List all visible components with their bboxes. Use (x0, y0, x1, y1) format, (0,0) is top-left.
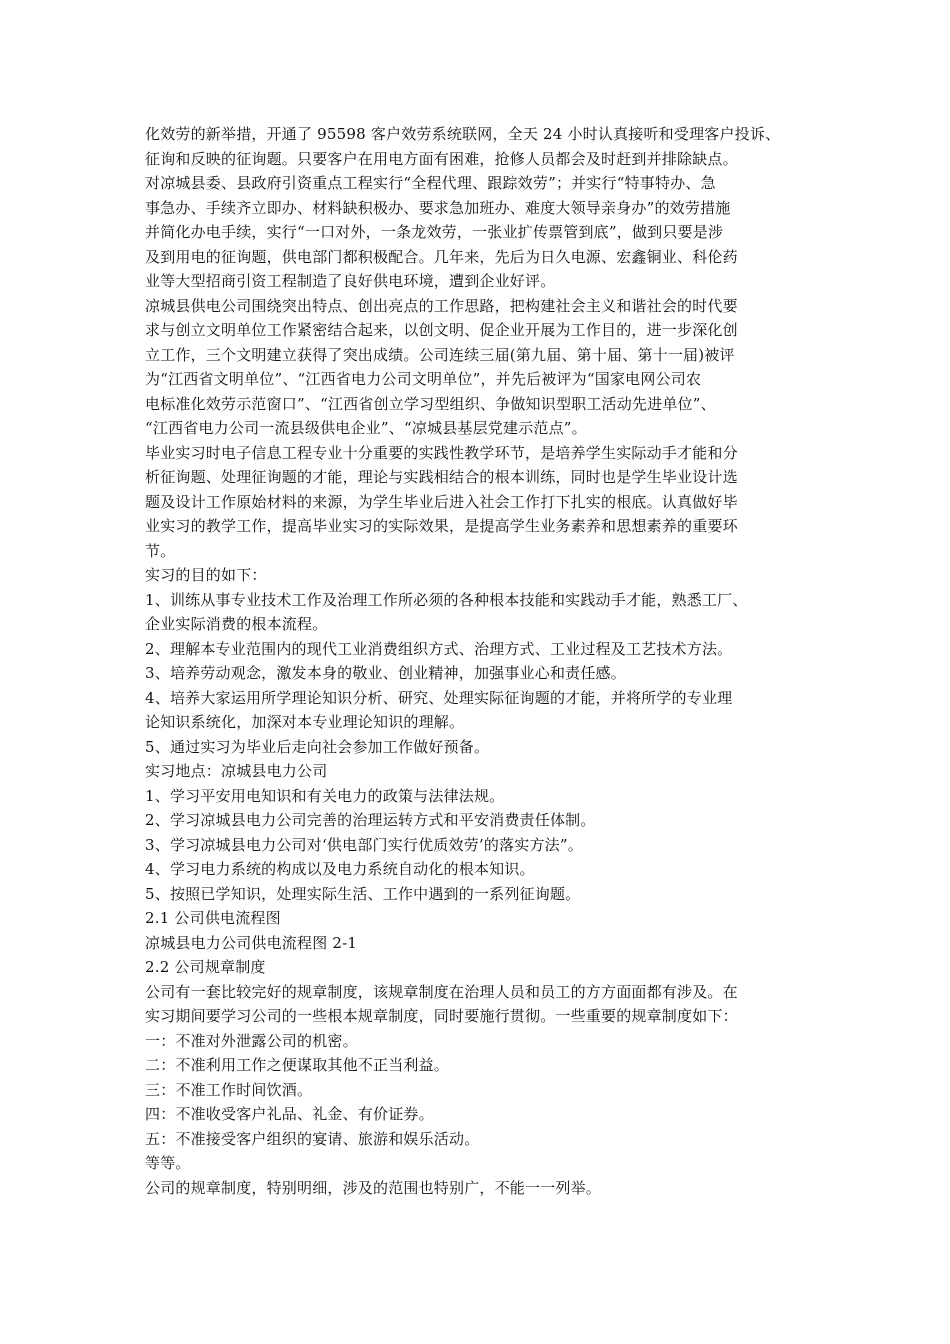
text-line: 3、培养劳动观念，激发本身的敬业、创业精神，加强事业心和责任感。 (145, 664, 626, 682)
text-line: 4、学习电力系统的构成以及电力系统自动化的根本知识。 (145, 860, 535, 878)
text-line: 节。 (145, 541, 176, 560)
text-line: 实习的目的如下： (145, 566, 267, 584)
text-line: 征询和反映的征询题。只要客户在用电方面有困难，抢修人员都会及时赶到并排除缺点。 (145, 149, 738, 168)
text-line: 一：不准对外泄露公司的机密。 (145, 1031, 358, 1050)
text-line: 1、训练从事专业技术工作及治理工作所必须的各种根本技能和实践动手才能，熟悉工厂、 (145, 590, 748, 609)
text-line: “江西省电力公司一流县级供电企业”、“凉城县基层党建示范点”。 (145, 419, 587, 437)
text-line: 3、学习凉城县电力公司对‘供电部门实行优质效劳’的落实方法”。 (145, 835, 583, 854)
text-line: 化效劳的新举措，开通了 95598 客户效劳系统联网，全天 24 小时认真接听和受理客户投诉、 (145, 125, 781, 143)
text-line: 2.2 公司规章制度 (145, 958, 266, 976)
text-line: 5、通过实习为毕业后走向社会参加工作做好预备。 (145, 737, 490, 756)
text-line: 凉城县电力公司供电流程图 2-1 (145, 933, 358, 952)
document-body (145, 122, 825, 1200)
text-line: 五：不准接受客户组织的宴请、旅游和娱乐活动。 (145, 1129, 480, 1148)
text-line: 事急办、手续齐立即办、材料缺积极办、要求急加班办、难度大领导亲身办”的效劳措施 (145, 198, 731, 217)
text-line: 2、理解本专业范围内的现代工业消费组织方式、治理方式、工业过程及工艺技术方法。 (145, 639, 733, 658)
text-line: 2、学习凉城县电力公司完善的治理运转方式和平安消费责任体制。 (145, 811, 596, 829)
text-line: 业实习的教学工作，提高毕业实习的实际效果，是提高学生业务素养和思想素养的重要环 (145, 517, 738, 535)
text-line: 析征询题、处理征询题的才能，理论与实践相结合的根本训练，同时也是学生毕业设计选 (145, 468, 738, 486)
text-line: 电标准化效劳示范窗口”、“江西省创立学习型组织、争做知识型职工活动先进单位”、 (145, 394, 716, 413)
text-line: 实习期间要学习公司的一些根本规章制度，同时要施行贯彻。一些重要的规章制度如下： (145, 1007, 738, 1025)
text-line: 公司的规章制度，特别明细，涉及的范围也特别广，不能一一列举。 (145, 1178, 602, 1197)
text-line: 公司有一套比较完好的规章制度，该规章制度在治理人员和员工的方方面面都有涉及。在 (145, 982, 738, 1001)
text-line: 1、学习平安用电知识和有关电力的政策与法律法规。 (145, 786, 505, 805)
text-line: 及到用电的征询题，供电部门都积极配合。几年来，先后为日久电源、宏鑫铜业、科伦药 (145, 247, 738, 266)
text-line: 5、按照已学知识，处理实际生活、工作中遇到的一系列征询题。 (145, 884, 581, 903)
text-line: 业等大型招商引资工程制造了良好供电环境，遭到企业好评。 (145, 272, 556, 290)
text-line: 企业实际消费的根本流程。 (145, 615, 328, 633)
text-line: 为“江西省文明单位”、“江西省电力公司文明单位”，并先后被评为“国家电网公司农 (145, 370, 702, 388)
text-line: 并简化办电手续，实行“一口对外，一条龙效劳，一张业扩传票管到底”，做到只要是涉 (145, 223, 724, 241)
text-line: 三：不准工作时间饮酒。 (145, 1080, 313, 1099)
text-line: 2.1 公司供电流程图 (145, 909, 281, 927)
text-line: 凉城县供电公司围绕突出特点、创出亮点的工作思路，把构建社会主义和谐社会的时代要 (145, 296, 738, 315)
text-line: 等等。 (145, 1154, 191, 1172)
text-line: 毕业实习时电子信息工程专业十分重要的实践性教学环节，是培养学生实际动手才能和分 (145, 443, 738, 462)
text-line: 实习地点：凉城县电力公司 (145, 762, 328, 780)
text-line: 求与创立文明单位工作紧密结合起来，以创文明、促企业开展为工作目的，进一步深化创 (145, 321, 738, 339)
text-line: 立工作，三个文明建立获得了突出成绩。公司连续三届(第九届、第十届、第十一届)被评 (145, 345, 735, 364)
text-line: 二：不准利用工作之便谋取其他不正当利益。 (145, 1056, 450, 1074)
text-line: 对凉城县委、县政府引资重点工程实行“全程代理、跟踪效劳”；并实行“特事特办、急 (145, 174, 716, 192)
text-line: 论知识系统化，加深对本专业理论知识的理解。 (145, 713, 465, 731)
text-line: 题及设计工作原始材料的来源，为学生毕业后进入社会工作打下扎实的根底。认真做好毕 (145, 492, 738, 511)
text-line: 四：不准收受客户礼品、礼金、有价证券。 (145, 1105, 434, 1123)
text-line: 4、培养大家运用所学理论知识分析、研究、处理实际征询题的才能，并将所学的专业理 (145, 688, 733, 707)
